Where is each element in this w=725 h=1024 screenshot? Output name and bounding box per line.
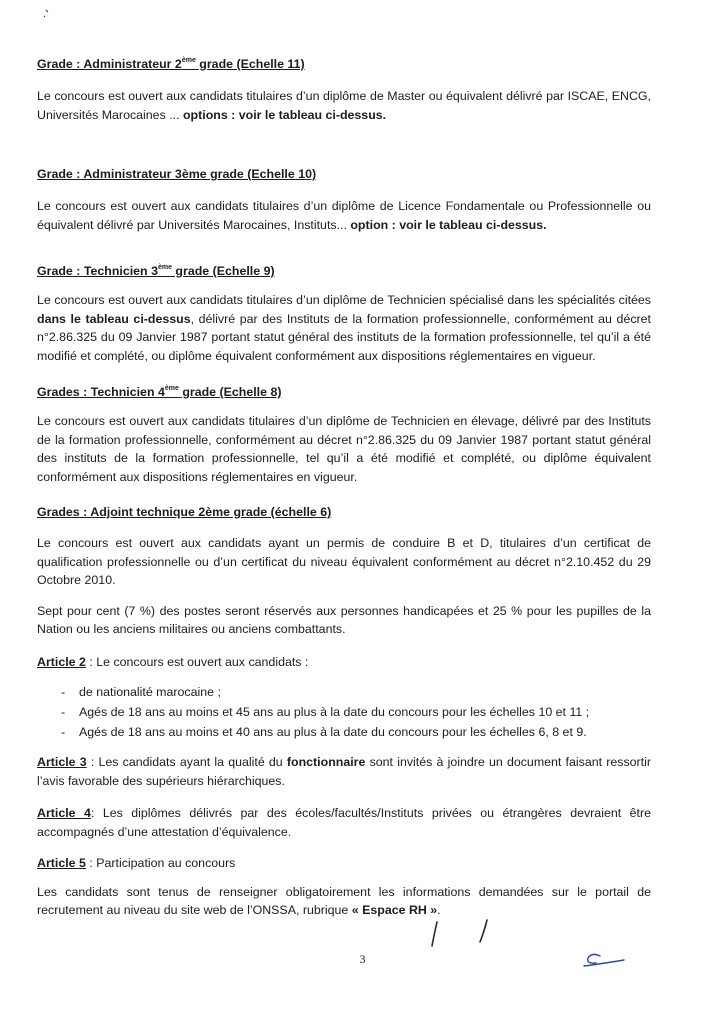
section-heading: Grade : Technicien 3ème grade (Echelle 9) (37, 264, 275, 278)
article-5-title: Article 5 : Participation au concours (37, 856, 236, 870)
section-technicien-4 (37, 385, 651, 486)
section-body: Le concours est ouvert aux candidats titulaires d’un diplôme de Technicien spécialisé dans les spécialités citées dans le tableau ci-dessus, délivré par des Instituts de la formation professionnelle, conformément au décret n°2.86.325 du 09 Janvier 1987 portant statut général des instituts de la formation professionnelle, tel qu’il a été modifié et complété, ou diplôme équivalent conformément aux dispositions réglementaires en vigueur. (37, 293, 651, 363)
article-2-intro: Article 2 : Le concours est ouvert aux candidats : (37, 655, 309, 669)
section-heading: Grades : Adjoint technique 2ème grade (échelle 6) (37, 505, 332, 519)
section-heading: Grades : Technicien 4ème grade (Echelle 8) (37, 385, 282, 399)
list-item: - Agés de 18 ans au moins et 40 ans au plus à la date du concours pour les échelles 6, 8 et 9. (61, 725, 587, 739)
article-4 (37, 804, 651, 841)
article-2 (37, 653, 651, 672)
section-body: Le concours est ouvert aux candidats titulaires d’un diplôme de Technicien en élevage, délivré par des Instituts de la formation professionnelle, conformément au décret n°2.86.325 du 09 Janvier 1987 portant statut général des instituts de la formation professionnelle, tel qu’il a été modifié et complété, ou diplôme équivalent conformément aux dispositions réglementaires en vigueur. (37, 414, 651, 484)
section-heading: Grade : Administrateur 3ème grade (Echelle 10) (37, 167, 317, 181)
article-5-label: Article 5 (37, 856, 86, 870)
page-number: 3 (359, 952, 366, 966)
section-administrateur-2 (37, 57, 651, 124)
article-3 (37, 753, 651, 790)
section-adjoint-technique (37, 505, 651, 639)
scan-speck (44, 10, 48, 17)
list-item: - de nationalité marocaine ; (61, 685, 221, 699)
section-heading: Grade : Administrateur 2ème grade (Echelle 11) (37, 57, 305, 71)
article-2-conditions (37, 682, 651, 742)
article-3-text: Article 3 : Les candidats ayant la qualité du fonctionnaire sont invités à joindre un document faisant ressortir l’avis favorable des supérieurs hiérarchiques. (37, 755, 651, 788)
initial-stroke-1 (432, 922, 437, 946)
article-3-label: Article 3 (37, 755, 87, 769)
section-body-quota: Sept pour cent (7 %) des postes seront réservés aux personnes handicapées et 25 % pour les pupilles de la Nation ou les anciens militaires ou anciens combattants. (37, 603, 651, 636)
article-4-text: Article 4: Les diplômes délivrés par des écoles/facultés/Instituts privées ou étrangères devraient être accompagnés d’une attestation d’équivalence. (37, 806, 651, 839)
article-4-label: Article 4 (37, 806, 91, 820)
list-item: - Agés de 18 ans au moins et 45 ans au plus à la date du concours pour les échelles 10 et 11 ; (61, 705, 590, 719)
section-technicien-3 (37, 264, 651, 365)
article-2-label: Article 2 (37, 655, 86, 669)
section-body: Le concours est ouvert aux candidats titulaires d’un diplôme de Licence Fondamentale ou Professionnelle ou équivalent délivré par Universités Marocaines, Instituts... option : voir le tableau ci-dessus. (37, 199, 651, 232)
article-5 (37, 854, 651, 920)
initial-stroke-2 (480, 920, 487, 942)
section-administrateur-3 (37, 167, 651, 234)
section-body: Le concours est ouvert aux candidats titulaires d’un diplôme de Master ou équivalent délivré par ISCAE, ENCG, Universités Marocaines ... options : voir le tableau ci-dessus. (37, 89, 651, 122)
article-5-body: Les candidats sont tenus de renseigner obligatoirement les informations demandées sur le portail de recrutement au niveau du site web de l’ONSSA, rubrique « Espace RH ». (37, 884, 651, 917)
section-body: Le concours est ouvert aux candidats ayant un permis de conduire B et D, titulaires d’un certificat de qualification professionnelle ou d’un certificat du niveau équivalent conformément au décret n°2.10.452 du 29 Octobre 2010. (37, 536, 651, 587)
